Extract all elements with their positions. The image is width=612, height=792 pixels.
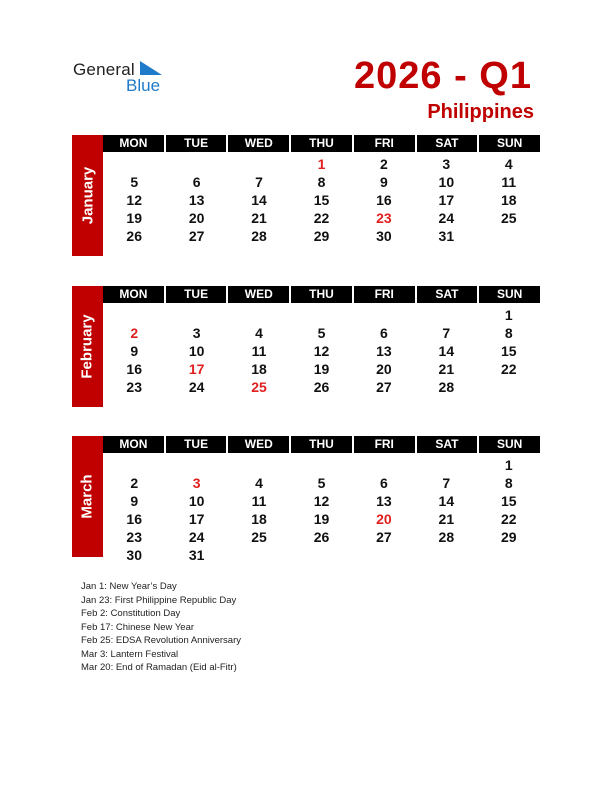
week-row (103, 510, 540, 528)
week-row (103, 492, 540, 510)
empty-cell (415, 456, 477, 474)
week-row (103, 474, 540, 492)
weekday-fri: FRI (354, 286, 415, 303)
day-cell: 11 (251, 343, 267, 359)
holiday-note: Jan 23: First Philippine Republic Day (81, 594, 237, 606)
empty-cell (103, 456, 165, 474)
week-row (103, 191, 540, 209)
weekday-thu: THU (291, 135, 352, 152)
day-cell: 14 (438, 493, 455, 509)
week-row (103, 173, 540, 191)
logo (73, 58, 183, 98)
empty-cell (165, 306, 227, 324)
empty-cell (165, 155, 227, 173)
day-cell: 21 (438, 511, 455, 527)
day-cell: 26 (313, 379, 330, 395)
weekday-sat: SAT (417, 135, 478, 152)
day-cell: 21 (251, 210, 267, 226)
day-cell: 24 (188, 379, 205, 395)
day-cell: 4 (504, 156, 513, 172)
day-cell: 3 (192, 475, 201, 491)
weekday-thu: THU (291, 436, 352, 453)
week-row (103, 378, 540, 396)
week-row (103, 306, 540, 324)
weekday-sun: SUN (479, 286, 540, 303)
day-cell: 30 (126, 547, 142, 563)
holiday-note: Feb 17: Chinese New Year (81, 621, 195, 633)
day-cell: 1 (317, 156, 326, 172)
day-cell: 27 (376, 529, 392, 545)
day-cell: 2 (130, 475, 139, 491)
day-cell: 1 (504, 457, 513, 473)
holiday-note: Jan 1: New Year’s Day (81, 581, 177, 592)
day-cell: 24 (188, 529, 205, 545)
holiday-note: Mar 20: End of Ramadan (Eid al-Fitr) (81, 662, 237, 673)
month-label: February (72, 286, 103, 407)
day-cell: 19 (313, 361, 330, 377)
empty-cell (228, 456, 290, 474)
week-row (103, 227, 540, 245)
day-cell: 29 (313, 228, 330, 244)
empty-cell (290, 546, 352, 564)
day-cell: 13 (376, 493, 392, 509)
day-cell: 13 (188, 192, 205, 208)
day-cell: 5 (317, 325, 326, 341)
weekday-mon: MON (103, 135, 164, 152)
day-cell: 23 (126, 379, 142, 395)
day-cell: 15 (313, 192, 330, 208)
day-cell: 12 (313, 343, 330, 359)
logo-triangle-icon (140, 61, 162, 77)
day-cell: 5 (317, 475, 326, 491)
empty-cell (353, 306, 415, 324)
day-cell: 14 (251, 192, 267, 208)
day-cell: 13 (376, 343, 392, 359)
day-cell: 25 (251, 379, 267, 395)
empty-cell (103, 306, 165, 324)
day-cell: 18 (500, 192, 517, 208)
day-cell: 6 (380, 475, 388, 491)
day-cell: 21 (438, 361, 455, 377)
day-cell: 9 (130, 493, 139, 509)
empty-cell (103, 155, 165, 173)
weekday-mon: MON (103, 286, 164, 303)
day-cell: 16 (376, 192, 392, 208)
weekday-tue: TUE (166, 286, 227, 303)
empty-cell (353, 456, 415, 474)
day-cell: 18 (251, 511, 267, 527)
week-row (103, 324, 540, 342)
empty-cell (228, 155, 290, 173)
day-cell: 10 (188, 493, 205, 509)
weekday-wed: WED (228, 436, 289, 453)
day-cell: 8 (317, 174, 326, 190)
week-row (103, 360, 540, 378)
day-cell: 6 (192, 174, 201, 190)
day-cell: 17 (438, 192, 455, 208)
weekday-sun: SUN (479, 436, 540, 453)
holiday-note: Feb 2: Constitution Day (81, 608, 181, 619)
day-grid (103, 155, 540, 245)
day-cell: 6 (380, 325, 388, 341)
logo-text-general: General (73, 60, 135, 79)
day-cell: 22 (313, 210, 330, 226)
empty-cell (478, 378, 540, 396)
week-row (103, 155, 540, 173)
day-cell: 4 (255, 475, 263, 491)
week-row (103, 528, 540, 546)
weekday-tue: TUE (166, 135, 227, 152)
weekday-header (103, 135, 540, 152)
week-row (103, 342, 540, 360)
day-cell: 12 (126, 192, 142, 208)
holiday-note: Feb 25: EDSA Revolution Anniversary (81, 635, 242, 646)
day-cell: 12 (313, 493, 330, 509)
day-cell: 28 (438, 379, 455, 395)
day-cell: 2 (130, 325, 139, 341)
holiday-note: Mar 3: Lantern Festival (81, 648, 179, 660)
month-label: March (72, 436, 103, 557)
empty-cell (290, 306, 352, 324)
day-cell: 10 (438, 174, 455, 190)
day-grid (103, 456, 540, 564)
day-cell: 19 (313, 511, 330, 527)
empty-cell (478, 546, 540, 564)
month-label: January (72, 135, 103, 256)
weekday-wed: WED (228, 135, 289, 152)
week-row (103, 209, 540, 227)
day-cell: 23 (126, 529, 142, 545)
day-cell: 27 (188, 228, 205, 244)
week-row (103, 546, 540, 564)
day-cell: 31 (188, 547, 205, 563)
day-cell: 31 (438, 228, 455, 244)
day-cell: 26 (313, 529, 330, 545)
weekday-sat: SAT (417, 436, 478, 453)
day-cell: 29 (500, 529, 517, 545)
weekday-tue: TUE (166, 436, 227, 453)
weekday-fri: FRI (354, 436, 415, 453)
empty-cell (228, 306, 290, 324)
day-cell: 16 (126, 361, 142, 377)
day-cell: 3 (442, 156, 451, 172)
page-title: 2026 - Q1 (354, 55, 532, 97)
day-cell: 17 (188, 361, 205, 377)
day-cell: 14 (438, 343, 455, 359)
empty-cell (478, 227, 540, 245)
day-cell: 15 (500, 343, 517, 359)
weekday-header (103, 286, 540, 303)
country-name: Philippines (427, 101, 534, 123)
weekday-header (103, 436, 540, 453)
day-cell: 19 (126, 210, 142, 226)
day-cell: 26 (126, 228, 142, 244)
day-cell: 7 (255, 174, 263, 190)
day-cell: 11 (501, 174, 517, 190)
logo-text-blue: Blue (126, 76, 161, 95)
day-cell: 10 (188, 343, 205, 359)
day-cell: 16 (126, 511, 142, 527)
weekday-fri: FRI (354, 135, 415, 152)
day-cell: 1 (504, 307, 513, 323)
day-grid (103, 306, 540, 396)
empty-cell (228, 546, 290, 564)
day-cell: 18 (251, 361, 267, 377)
week-row (103, 456, 540, 474)
weekday-sun: SUN (479, 135, 540, 152)
day-cell: 22 (500, 511, 517, 527)
empty-cell (290, 456, 352, 474)
day-cell: 27 (376, 379, 392, 395)
day-cell: 30 (376, 228, 392, 244)
day-cell: 9 (380, 174, 388, 190)
weekday-sat: SAT (417, 286, 478, 303)
day-cell: 5 (130, 174, 139, 190)
day-cell: 20 (376, 361, 392, 377)
empty-cell (353, 546, 415, 564)
day-cell: 22 (500, 361, 517, 377)
day-cell: 20 (376, 511, 392, 527)
day-cell: 25 (500, 210, 517, 226)
day-cell: 25 (251, 529, 267, 545)
day-cell: 3 (192, 325, 201, 341)
day-cell: 28 (438, 529, 455, 545)
day-cell: 2 (380, 156, 388, 172)
day-cell: 7 (442, 325, 451, 341)
day-cell: 8 (504, 325, 513, 341)
day-cell: 9 (130, 343, 139, 359)
day-cell: 11 (251, 493, 267, 509)
weekday-thu: THU (291, 286, 352, 303)
day-cell: 28 (251, 228, 267, 244)
weekday-mon: MON (103, 436, 164, 453)
empty-cell (415, 546, 477, 564)
day-cell: 24 (438, 210, 455, 226)
day-cell: 4 (255, 325, 263, 341)
day-cell: 15 (500, 493, 517, 509)
weekday-wed: WED (228, 286, 289, 303)
empty-cell (415, 306, 477, 324)
holiday-notes (81, 580, 241, 675)
day-cell: 7 (442, 475, 451, 491)
day-cell: 23 (376, 210, 392, 226)
day-cell: 20 (188, 210, 205, 226)
day-cell: 17 (188, 511, 205, 527)
day-cell: 8 (504, 475, 513, 491)
empty-cell (165, 456, 227, 474)
